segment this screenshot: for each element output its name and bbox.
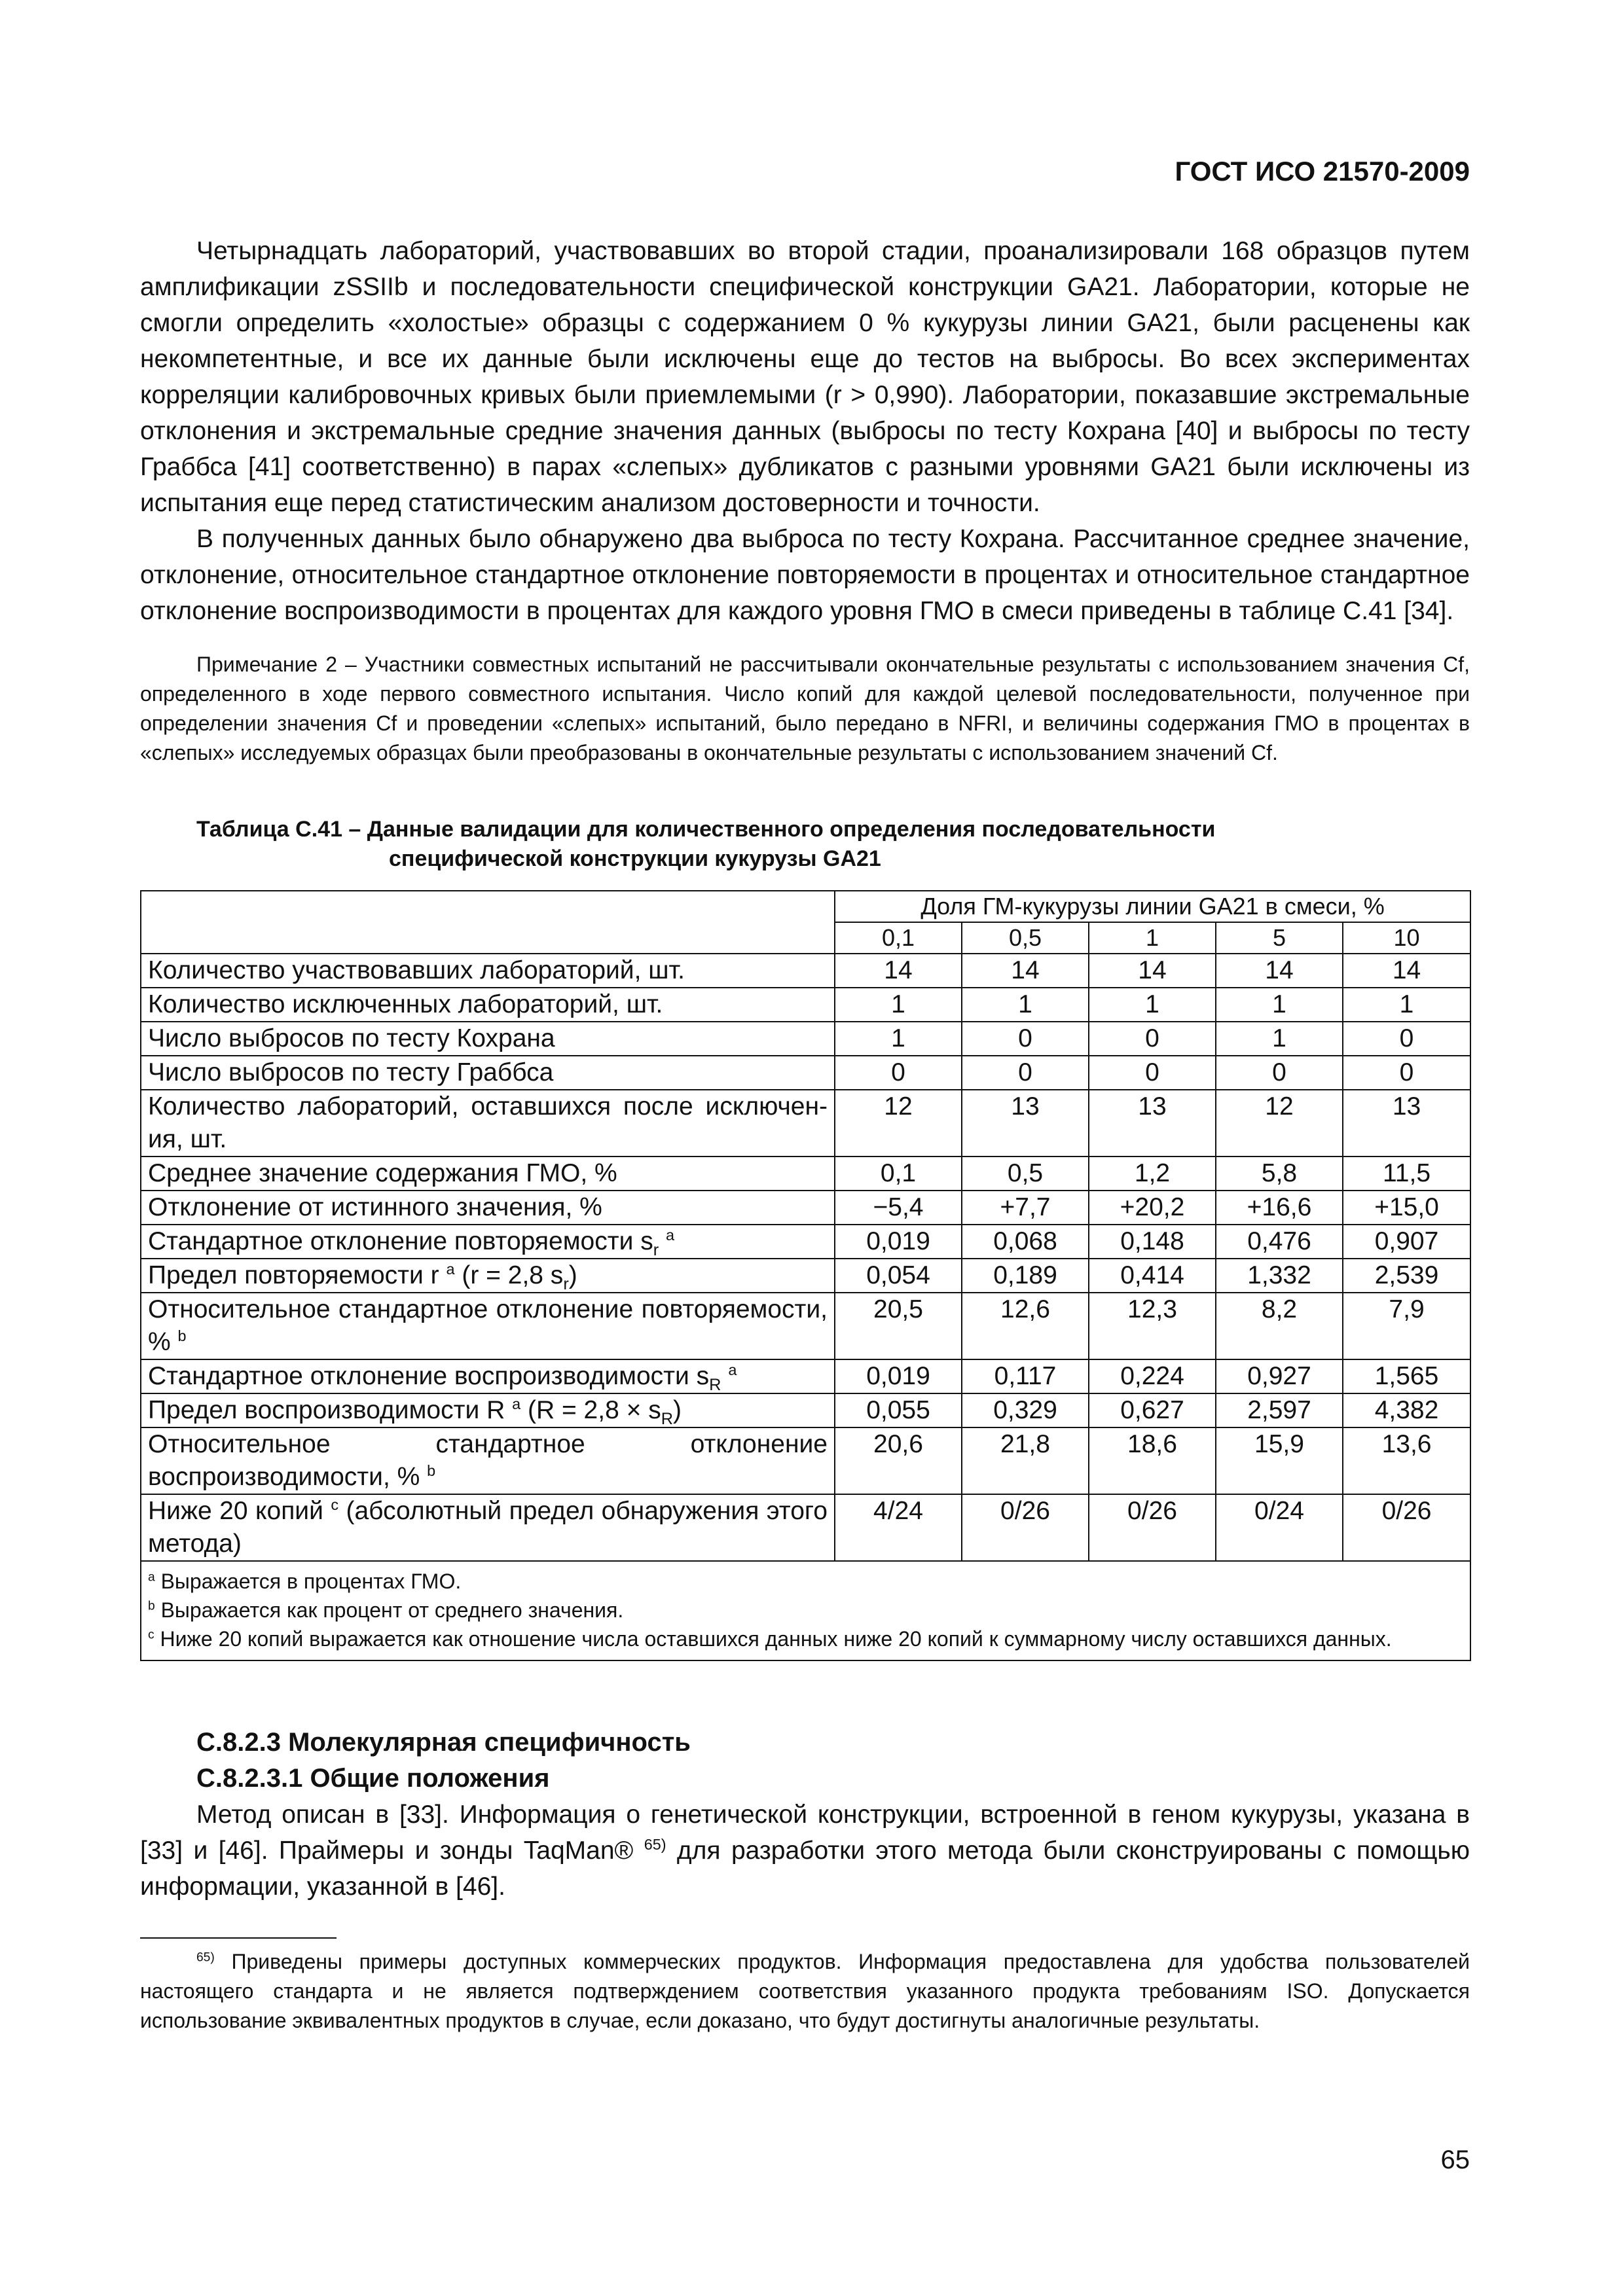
table-cell: 4/24 (835, 1494, 962, 1561)
table-cell: 14 (1216, 954, 1343, 988)
table-cell: 4,382 (1343, 1393, 1470, 1427)
validation-table (140, 890, 1471, 1661)
table-cell: 14 (835, 954, 962, 988)
paragraph-1: Четырнадцать лабораторий, участвовавших во второй стадии, проанализировали 168 образцов путем амплификации zSSIIb и последовательности специфической конструкции GA21. Лаборатории, которые не смогли определить «холостые» образцы с содержанием 0 % кукурузы линии GA21, были расценены как некомпетентные, и все их данные были исключены еще до тестов на выбросы. Во всех экспериментах корреляции калибровочных кривых были приемлемыми (r > 0,990). Лаборатории, показавшие экстремальные отклонения и экстремальные средние значения данных (выбросы по тесту Кохрана [40] и выбросы по тесту Граббса [41] соответственно) в парах «слепых» дубликатов с разными уровнями GA21 были исключены из испытания еще перед статистическим анализом достоверности и точности. (140, 237, 1470, 517)
column-header: 0,1 (835, 922, 962, 954)
table-row (141, 1359, 1470, 1393)
table-row (141, 1056, 1470, 1090)
column-header: 0,5 (962, 922, 1089, 954)
column-header: 5 (1216, 922, 1343, 954)
row-label: Среднее значение содержания ГМО, % (141, 1157, 835, 1191)
row-label: Относительное стандартное отклонение воспроизводимости, % $^b$ (141, 1427, 835, 1494)
table-cell: 0 (962, 1022, 1089, 1056)
table-cell: 13 (1089, 1090, 1216, 1157)
table-row (141, 1022, 1470, 1056)
row-label: Количество участвовавших лабораторий, шт. (141, 954, 835, 988)
table-cell: 1 (1216, 988, 1343, 1022)
table-caption-line2: специфической конструкции кукурузы GA21 (389, 846, 881, 871)
method-text (140, 1797, 1470, 1905)
table-cell: 20,5 (835, 1293, 962, 1359)
table-cell: 2,597 (1216, 1393, 1343, 1427)
table-cell: 1,332 (1216, 1259, 1343, 1293)
page-number: 65 (1440, 2145, 1470, 2174)
table-cell: 12,3 (1089, 1293, 1216, 1359)
table-header-row (141, 891, 1470, 922)
table-cell: 20,6 (835, 1427, 962, 1494)
table-row (141, 1393, 1470, 1427)
table-row (141, 954, 1470, 988)
page-footnote (140, 1947, 1470, 2036)
table-cell: 0,117 (962, 1359, 1089, 1393)
table-cell: 0 (1343, 1022, 1470, 1056)
header-empty-cell (141, 891, 835, 954)
table-footnote: $^c$ Ниже 20 копий выражается как отношение числа оставшихся данных ниже 20 копий к суммарному числу оставшихся данных. (148, 1627, 1392, 1651)
table-cell: 14 (1089, 954, 1216, 988)
note-2 (140, 650, 1470, 768)
table-cell: +20,2 (1089, 1191, 1216, 1225)
table-cell: 0/26 (1343, 1494, 1470, 1561)
table-row (141, 1090, 1470, 1157)
table-cell: 0,019 (835, 1359, 962, 1393)
table-cell: 14 (1343, 954, 1470, 988)
table-footnote: $^b$ Выражается как процент от среднего значения. (148, 1598, 624, 1622)
table-cell: 0,5 (962, 1157, 1089, 1191)
intro-text (140, 233, 1470, 629)
table-cell: 11,5 (1343, 1157, 1470, 1191)
row-label: Предел повторяемости r $^a$ (r = 2,8 $s_r$) (141, 1259, 835, 1293)
table-cell: 0/24 (1216, 1494, 1343, 1561)
table-cell: +16,6 (1216, 1191, 1343, 1225)
section-heading: С.8.2.3 Молекулярная специфичность (196, 1728, 691, 1757)
table-cell: −5,4 (835, 1191, 962, 1225)
table-cell: 0,224 (1089, 1359, 1216, 1393)
table-row (141, 1191, 1470, 1225)
group-header: Доля ГМ-кукурузы линии GA21 в смеси, % (835, 891, 1470, 922)
table-cell: +7,7 (962, 1191, 1089, 1225)
table-row (141, 1225, 1470, 1259)
table-cell: 0,907 (1343, 1225, 1470, 1259)
subsection-heading: С.8.2.3.1 Общие положения (196, 1764, 550, 1793)
table-cell: 0,054 (835, 1259, 962, 1293)
table-cell: 0,148 (1089, 1225, 1216, 1259)
footnote-ref: 65) (644, 1836, 666, 1853)
table-cell: 7,9 (1343, 1293, 1470, 1359)
column-header: 1 (1089, 922, 1216, 954)
table-footnote: $^a$ Выражается в процентах ГМО. (148, 1570, 462, 1593)
row-label: Стандартное отклонение повторяемости $s_r$ $^a$ (141, 1225, 835, 1259)
table-cell: 1,2 (1089, 1157, 1216, 1191)
table-cell: 0/26 (1089, 1494, 1216, 1561)
table-caption (140, 815, 1470, 874)
table-cell: +15,0 (1343, 1191, 1470, 1225)
table-cell: 0 (1343, 1056, 1470, 1090)
table-caption-line1: Таблица С.41 – Данные валидации для количественного определения последовательности (196, 817, 1216, 842)
table-cell: 1 (1216, 1022, 1343, 1056)
table-cell: 0,329 (962, 1393, 1089, 1427)
table-cell: 1 (1343, 988, 1470, 1022)
table-cell: 18,6 (1089, 1427, 1216, 1494)
table-cell: 0,627 (1089, 1393, 1216, 1427)
row-label: Число выбросов по тесту Кохрана (141, 1022, 835, 1056)
table-cell: 1 (962, 988, 1089, 1022)
table-cell: 0,414 (1089, 1259, 1216, 1293)
table-cell: 0,476 (1216, 1225, 1343, 1259)
table-row (141, 1293, 1470, 1359)
table-row (141, 1157, 1470, 1191)
table-cell: 0,055 (835, 1393, 962, 1427)
paragraph-2: В полученных данных было обнаружено два выброса по тесту Кохрана. Рассчитанное среднее значение, отклонение, относительное стандартное отклонение повторяемости в процентах и относительное стандартное отклонение воспроизводимости в процентах для каждого уровня ГМО в смеси приведены в таблице С.41 [34]. (140, 525, 1470, 625)
table-cell: 0,1 (835, 1157, 962, 1191)
table-cell: 0,189 (962, 1259, 1089, 1293)
row-label: Стандартное отклонение воспроизводимости $s_R$ $^a$ (141, 1359, 835, 1393)
table-cell: 0 (835, 1056, 962, 1090)
table-footnotes-row (141, 1561, 1470, 1660)
note-text: Примечание 2 – Участники совместных испытаний не рассчитывали окончательные результаты с использованием значения Cf, определенного в ходе первого совместного испытания. Число копий для каждой целевой последовательности, полученное при определении значения Cf и проведении «слепых» испытаний, было передано в NFRI, и величины содержания ГМО в процентах в «слепых» исследуемых образцах были преобразованы в окончательные результаты с использованием значений Cf. (140, 653, 1470, 764)
row-label: Относительное стандартное отклонение повторяемости, % $^b$ (141, 1293, 835, 1359)
row-label: Количество исключенных лабораторий, шт. (141, 988, 835, 1022)
table-cell: 0 (1089, 1056, 1216, 1090)
table-cell: 0 (962, 1056, 1089, 1090)
table-cell: 1,565 (1343, 1359, 1470, 1393)
table-cell: 0,019 (835, 1225, 962, 1259)
row-label: Количество лабораторий, оставшихся после исключен-ия, шт. (141, 1090, 835, 1157)
table-cell: 1 (1089, 988, 1216, 1022)
footnote-text: Приведены примеры доступных коммерческих продуктов. Информация предоставлена для удобства пользователей настоящего стандарта и не является подтверждением соответствия указанного продукта требованиям ISO. Допускается использование эквивалентных продуктов в случае, если доказано, что будут достигнуты аналогичные результаты. (140, 1950, 1470, 2032)
table-cell: 1 (835, 1022, 962, 1056)
table-row (141, 1427, 1470, 1494)
document-header: ГОСТ ИСО 21570-2009 (1175, 156, 1470, 187)
table-cell: 0 (1089, 1022, 1216, 1056)
table-cell: 13 (1343, 1090, 1470, 1157)
table-cell: 12,6 (962, 1293, 1089, 1359)
table-row (141, 1259, 1470, 1293)
table-cell: 0,068 (962, 1225, 1089, 1259)
table-cell: 13,6 (1343, 1427, 1470, 1494)
row-label: Ниже 20 копий $^c$ (абсолютный предел обнаружения этого метода) (141, 1494, 835, 1561)
row-label: Предел воспроизводимости R $^a$ $(R = 2,8 \times s_R)$ (141, 1393, 835, 1427)
table-cell: 0 (1216, 1056, 1343, 1090)
table-cell: 1 (835, 988, 962, 1022)
method-paragraph: Метод описан в [33]. Информация о генетической конструкции, встроенной в геном кукурузы, указана в [33] и [46]. Праймеры и зонды TaqMan® $^{65)}$ для разработки этого метода были сконструированы с помощью информации, указанной в [46]. (140, 1801, 1470, 1901)
table-cell: 15,9 (1216, 1427, 1343, 1494)
table-cell: 2,539 (1343, 1259, 1470, 1293)
table-cell: 12 (1216, 1090, 1343, 1157)
table-cell: 8,2 (1216, 1293, 1343, 1359)
table-row (141, 1494, 1470, 1561)
table-cell: 0,927 (1216, 1359, 1343, 1393)
footnote-divider (140, 1937, 337, 1939)
table-cell: 0/26 (962, 1494, 1089, 1561)
table-cell: 5,8 (1216, 1157, 1343, 1191)
table-cell: 14 (962, 954, 1089, 988)
table-row (141, 988, 1470, 1022)
footnote-mark: 65) (196, 1950, 215, 1965)
table-footnotes (141, 1561, 1470, 1660)
row-label: Отклонение от истинного значения, % (141, 1191, 835, 1225)
row-label: Число выбросов по тесту Граббса (141, 1056, 835, 1090)
column-header: 10 (1343, 922, 1470, 954)
table-cell: 13 (962, 1090, 1089, 1157)
table-cell: 12 (835, 1090, 962, 1157)
table-cell: 21,8 (962, 1427, 1089, 1494)
